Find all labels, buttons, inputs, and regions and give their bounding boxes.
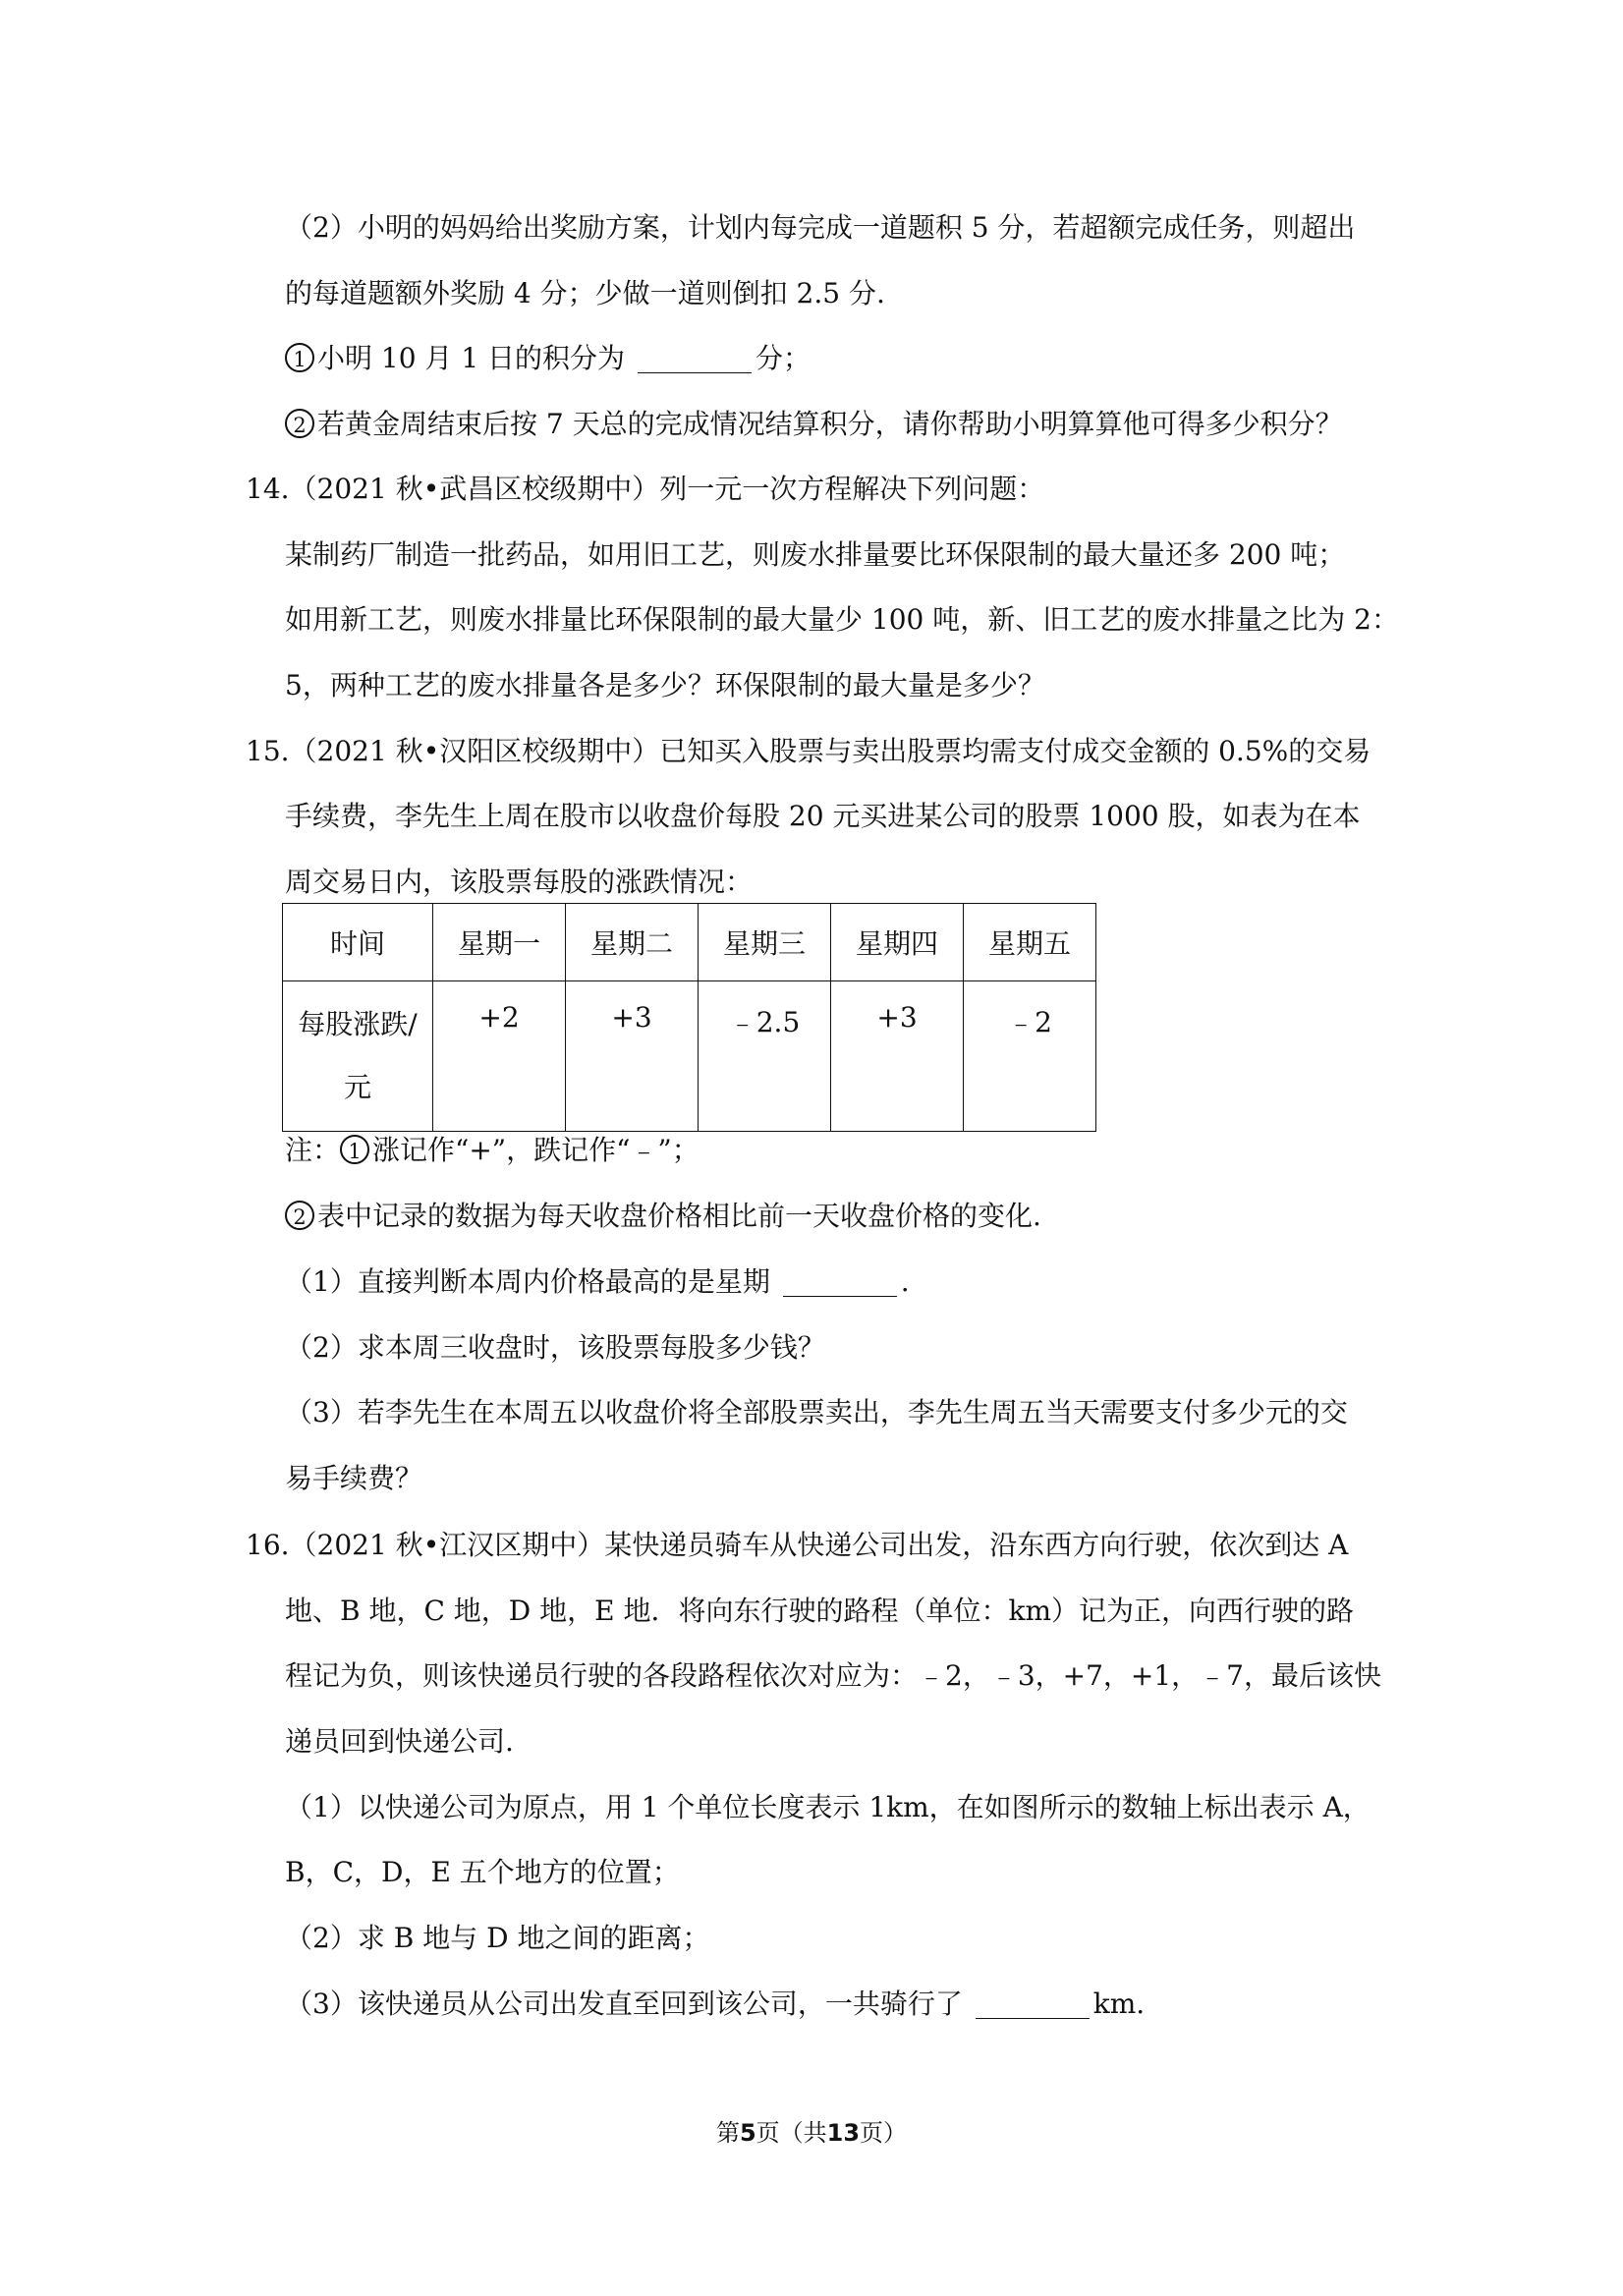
row-label-line2: 元 xyxy=(343,1071,371,1103)
answer-blank xyxy=(976,1988,1090,2019)
q13-sub1 xyxy=(285,339,811,378)
table-header-cell: 星期一 xyxy=(433,904,566,981)
note2-text: 表中记录的数据为每天收盘价格相比前一天收盘价格的变化. xyxy=(317,1200,1041,1232)
page-footer xyxy=(0,2116,1623,2150)
footer-total-pages: 13 xyxy=(826,2119,861,2147)
q15-sub2: （2）求本周三收盘时，该股票每股多少钱？ xyxy=(285,1331,825,1364)
q13-sub1-suffix: 分； xyxy=(755,342,811,374)
table-row xyxy=(283,981,1096,1132)
q15-source: （2021 秋•汉阳区校级期中） xyxy=(289,735,660,767)
q14-line2: 某制药厂制造一批药品，如用旧工艺，则废水排量要比环保限制的最大量还多 200 吨； xyxy=(285,538,1346,571)
table-header-cell: 星期五 xyxy=(964,904,1096,981)
footer-page-number: 5 xyxy=(739,2119,756,2147)
answer-blank xyxy=(783,1266,897,1297)
table-cell: +2 xyxy=(433,981,566,1132)
answer-blank xyxy=(638,343,752,373)
circled-number-1-icon: 1 xyxy=(285,343,314,372)
q16-sub1-line1: （1）以快递公司为原点，用 1 个单位长度表示 1km，在如图所示的数轴上标出表示 A， xyxy=(285,1791,1371,1823)
q15-sub1-text: （1）直接判断本周内价格最高的是星期 xyxy=(285,1265,770,1298)
q13-sub2-text: 若黄金周结束后按 7 天总的完成情况结算积分，请你帮助小明算算他可得多少积分？ xyxy=(317,408,1343,440)
table-cell: +3 xyxy=(831,981,964,1132)
q14-line4: 5，两种工艺的废水排量各是多少？环保限制的最大量是多少？ xyxy=(285,669,1045,701)
q13-sub2 xyxy=(285,405,1343,444)
footer-prefix: 第 xyxy=(715,2119,740,2147)
q16-line1-text: 某快递员骑车从快递公司出发，沿东西方向行驶，依次到达 A xyxy=(604,1529,1349,1561)
q14-line1-text: 列一元一次方程解决下列问题： xyxy=(659,473,1045,505)
q14-line3: 如用新工艺，则废水排量比环保限制的最大量少 100 吨，新、旧工艺的废水排量之比为 2： xyxy=(285,603,1399,636)
footer-middle: 页（共 xyxy=(756,2119,827,2147)
q15-sub3-line2: 易手续费？ xyxy=(285,1462,423,1494)
q15-sub1 xyxy=(285,1262,910,1302)
footer-suffix: 页） xyxy=(860,2119,908,2147)
q15-line3: 周交易日内，该股票每股的涨跌情况： xyxy=(285,866,754,898)
q16-sub3 xyxy=(285,1985,1145,2024)
q16-sub3-text: （3）该快递员从公司出发直至回到该公司，一共骑行了 xyxy=(285,1988,963,2020)
table-cell: +3 xyxy=(566,981,699,1132)
table-row-label xyxy=(283,981,433,1132)
q13-part2-line2: 的每道题额外奖励 4 分；少做一道则倒扣 2.5 分. xyxy=(285,277,885,309)
table-header-row xyxy=(283,904,1096,981)
table-header-cell: 星期四 xyxy=(831,904,964,981)
q15-sub3-line1: （3）若李先生在本周五以收盘价将全部股票卖出，李先生周五当天需要支付多少元的交 xyxy=(285,1396,1348,1428)
circled-number-1-icon: 1 xyxy=(340,1135,369,1164)
row-label-line1: 每股涨跌/ xyxy=(298,1008,418,1040)
q16-line4: 递员回到快递公司. xyxy=(285,1725,514,1758)
q16-sub1-line2: B，C，D，E 五个地方的位置； xyxy=(285,1856,680,1888)
table-header-cell: 时间 xyxy=(283,904,433,981)
circled-number-2-icon: 2 xyxy=(285,409,314,438)
q14-line1 xyxy=(246,470,1044,509)
q14-source: （2021 秋•武昌区校级期中） xyxy=(289,473,660,505)
note1-text: 涨记作“+”，跌记作“﹣”； xyxy=(372,1134,700,1166)
q15-note2 xyxy=(285,1197,1041,1236)
stock-change-table xyxy=(282,903,1096,1132)
q15-line2: 手续费，李先生上周在股市以收盘价每股 20 元买进某公司的股票 1000 股，如表为在本 xyxy=(285,800,1361,832)
table-header-cell: 星期三 xyxy=(699,904,831,981)
table-header-cell: 星期二 xyxy=(566,904,699,981)
circled-number-2-icon: 2 xyxy=(285,1201,314,1230)
q13-sub1-text: 小明 10 月 1 日的积分为 xyxy=(317,342,626,374)
q16-sub3-unit: km. xyxy=(1092,1988,1146,2020)
q16-sub2: （2）求 B 地与 D 地之间的距离； xyxy=(285,1922,710,1954)
q15-note1 xyxy=(285,1131,700,1170)
q16-line2: 地、B 地，C 地，D 地，E 地．将向东行驶的路程（单位：km）记为正，向西行驶的路 xyxy=(285,1595,1355,1627)
note-prefix: 注： xyxy=(285,1134,341,1166)
q15-sub1-end: . xyxy=(900,1265,910,1298)
q16-source: （2021 秋•江汉区期中） xyxy=(289,1529,605,1561)
q13-part2-line1: （2）小明的妈妈给出奖励方案，计划内每完成一道题积 5 分，若超额完成任务，则超出 xyxy=(285,211,1356,244)
q16-line3: 程记为负，则该快递员行驶的各段路程依次对应为：﹣2，﹣3，+7，+1，﹣7，最后该快 xyxy=(285,1659,1381,1692)
q16-number: 16. xyxy=(246,1529,290,1561)
q14-number: 14. xyxy=(246,473,290,505)
q15-number: 15. xyxy=(246,735,290,767)
q15-line1-text: 已知买入股票与卖出股票均需支付成交金额的 0.5%的交易 xyxy=(659,735,1371,767)
q16-line1 xyxy=(246,1526,1348,1565)
q15-line1 xyxy=(246,732,1371,771)
table-cell: ﹣2 xyxy=(964,981,1096,1132)
table-cell: ﹣2.5 xyxy=(699,981,831,1132)
